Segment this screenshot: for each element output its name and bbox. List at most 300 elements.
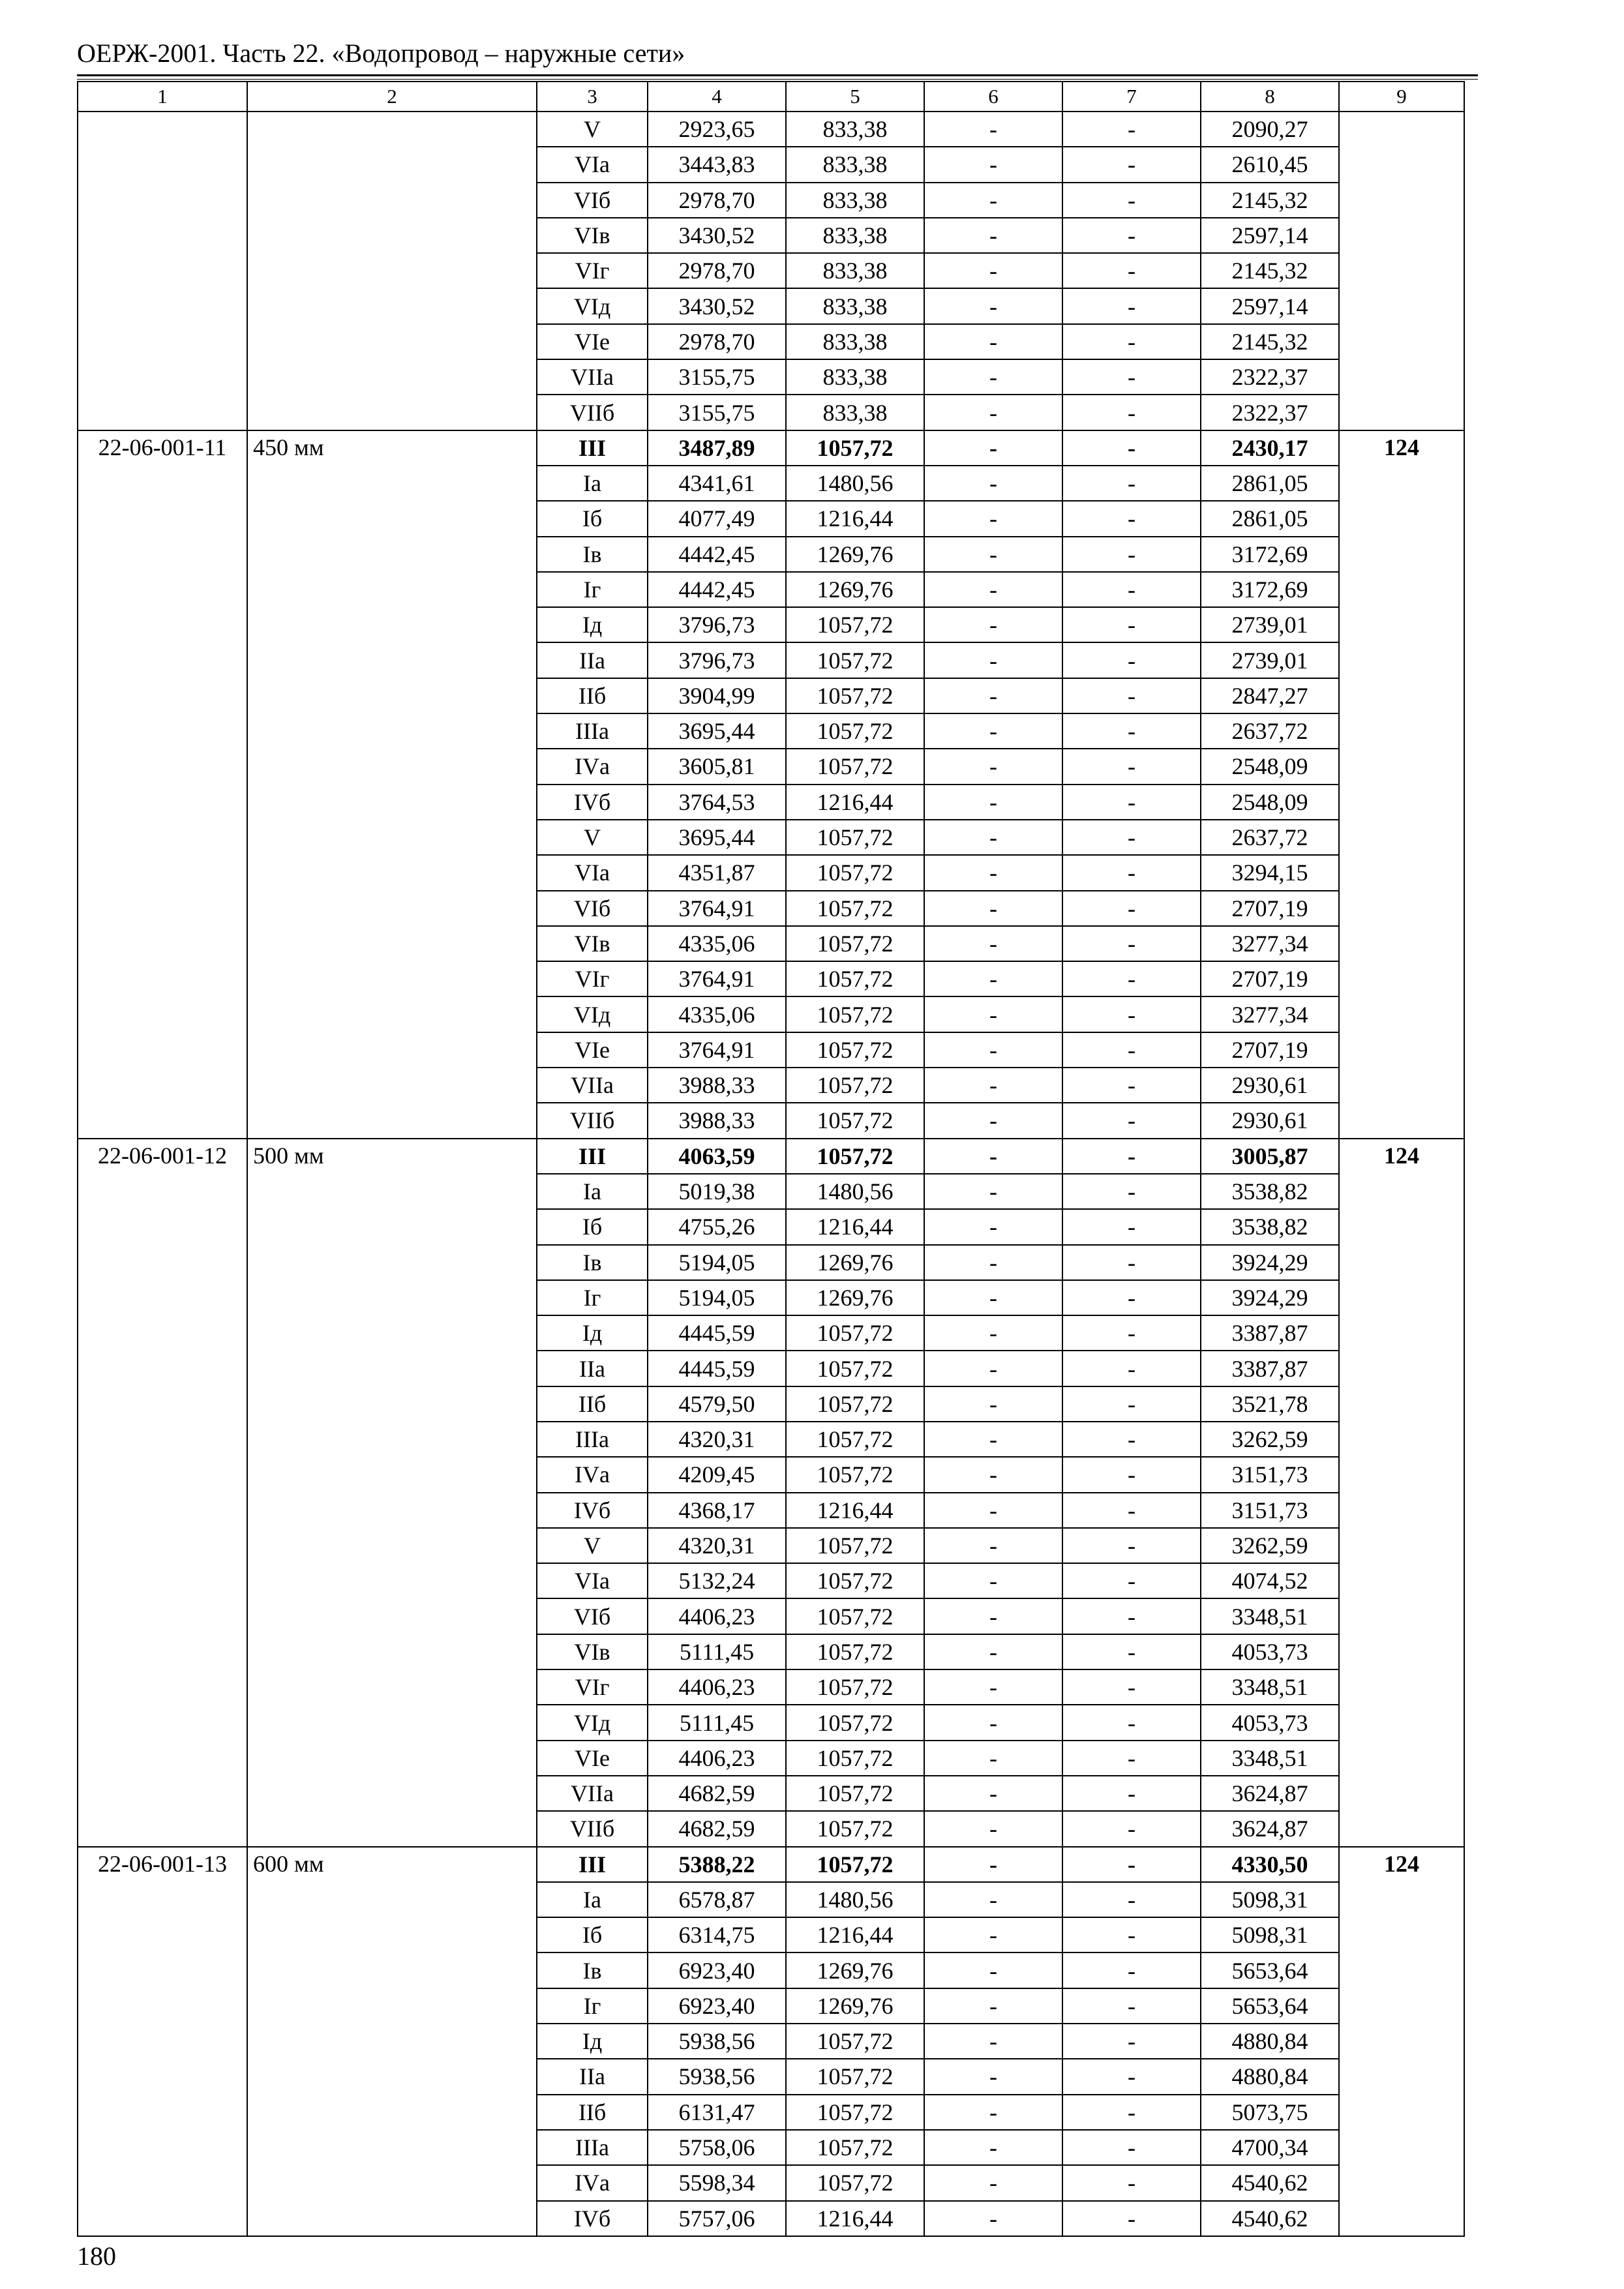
table-cell: - [924,2024,1062,2059]
table-cell: VIд [537,1705,648,1740]
table-cell: III [537,1139,648,1174]
table-cell: - [924,1068,1062,1103]
table-cell: - [924,1988,1062,2024]
table-cell: 5073,75 [1201,2095,1339,2130]
table-cell: 3624,87 [1201,1811,1339,1846]
price-table-body [78,82,1464,2236]
table-cell: IIа [537,1351,648,1386]
table-cell: 1057,72 [786,1139,924,1174]
table-cell: 3796,73 [648,607,786,642]
table-cell: 2637,72 [1201,820,1339,855]
table-cell: 2145,32 [1201,324,1339,359]
table-cell: - [1062,749,1201,784]
table-cell: - [1062,1457,1201,1492]
table-cell: 1057,72 [786,2024,924,2059]
table-cell: 5653,64 [1201,1952,1339,1988]
table-cell: IIб [537,2095,648,2130]
table-cell: 1057,72 [786,961,924,996]
table-cell: 3796,73 [648,642,786,678]
column-header: 1 [78,82,247,112]
table-cell: 4540,62 [1201,2201,1339,2236]
table-cell: 3262,59 [1201,1422,1339,1457]
table-cell: - [1062,1776,1201,1811]
table-cell: 5758,06 [648,2130,786,2165]
table-cell: 3277,34 [1201,996,1339,1032]
table-cell: - [1062,1669,1201,1705]
table-cell: 4320,31 [648,1422,786,1457]
table-cell: - [1062,1882,1201,1917]
table-cell: - [924,926,1062,961]
table-cell: VIе [537,324,648,359]
table-cell: V [537,820,648,855]
table-cell: 3005,87 [1201,1139,1339,1174]
table-cell: - [924,2165,1062,2200]
table-cell: 4209,45 [648,1457,786,1492]
table-cell: Iв [537,1952,648,1988]
table-cell: 5757,06 [648,2201,786,2236]
table-cell: - [924,1280,1062,1315]
rate-reference: 124 [1339,430,1464,1139]
table-cell: - [924,183,1062,218]
table-cell: 1057,72 [786,1315,924,1351]
table-cell: - [1062,395,1201,430]
table-cell: - [1062,1988,1201,2024]
table-cell: 5132,24 [648,1563,786,1598]
table-cell: - [924,996,1062,1032]
table-cell: - [924,749,1062,784]
table-cell: - [924,1634,1062,1669]
table-cell: VIа [537,1563,648,1598]
table-cell: - [1062,324,1201,359]
table-cell: III [537,1847,648,1882]
table-cell: 4442,45 [648,537,786,572]
rate-reference [1339,112,1464,430]
table-cell: 2430,17 [1201,430,1339,466]
table-cell: 3988,33 [648,1103,786,1138]
table-cell: 833,38 [786,288,924,323]
table-cell: 3521,78 [1201,1386,1339,1422]
table-cell: - [1062,855,1201,890]
table-cell: - [1062,112,1201,147]
table-cell: Iб [537,1917,648,1952]
table-cell: - [1062,1209,1201,1244]
table-cell: IVб [537,1493,648,1528]
table-cell: - [924,713,1062,749]
table-cell: - [924,2130,1062,2165]
table-cell: 3155,75 [648,395,786,430]
table-cell: - [1062,1032,1201,1068]
table-cell: 4335,06 [648,996,786,1032]
table-cell: 3262,59 [1201,1528,1339,1563]
table-cell: V [537,1528,648,1563]
table-cell: VIб [537,891,648,926]
table-cell: Iб [537,501,648,536]
table-cell: 4320,31 [648,1528,786,1563]
rate-name: 600 мм [247,1847,537,2236]
table-cell: 833,38 [786,253,924,288]
table-cell: - [924,324,1062,359]
table-cell: - [1062,1705,1201,1740]
column-header: 2 [247,82,537,112]
table-cell: 3624,87 [1201,1776,1339,1811]
table-cell: 2548,09 [1201,749,1339,784]
table-cell: - [1062,1351,1201,1386]
table-cell: - [1062,466,1201,501]
rate-code: 22-06-001-11 [78,430,247,1139]
table-row [78,430,1464,466]
table-cell: 3277,34 [1201,926,1339,961]
table-cell: 5598,34 [648,2165,786,2200]
table-cell: VIб [537,183,648,218]
table-cell: 1057,72 [786,1669,924,1705]
table-cell: 4445,59 [648,1351,786,1386]
table-cell: VIд [537,288,648,323]
table-cell: - [1062,183,1201,218]
table-cell: 1057,72 [786,820,924,855]
table-cell: 4442,45 [648,572,786,607]
table-cell: VIе [537,1032,648,1068]
table-cell: - [924,1245,1062,1280]
table-cell: - [924,1174,1062,1209]
table-cell: 833,38 [786,395,924,430]
table-cell: 3430,52 [648,218,786,253]
table-cell: - [1062,961,1201,996]
table-cell: 3151,73 [1201,1457,1339,1492]
table-cell: IVа [537,749,648,784]
table-cell: 1057,72 [786,1068,924,1103]
table-cell: - [1062,1139,1201,1174]
table-cell: - [924,501,1062,536]
table-cell: - [924,1705,1062,1740]
table-cell: 2847,27 [1201,678,1339,713]
rate-name: 500 мм [247,1139,537,1847]
table-cell: - [1062,2201,1201,2236]
table-cell: - [1062,996,1201,1032]
table-cell: 3764,91 [648,961,786,996]
table-cell: VIIа [537,1068,648,1103]
table-cell: Iа [537,466,648,501]
header-rule [77,74,1478,76]
table-cell: 3430,52 [648,288,786,323]
table-cell: Iд [537,2024,648,2059]
table-cell: 1057,72 [786,1457,924,1492]
table-cell: 6923,40 [648,1952,786,1988]
table-cell: Iг [537,1988,648,2024]
table-row [78,1847,1464,1882]
table-cell: - [924,1315,1062,1351]
header-rule-thin [77,79,1478,80]
table-cell: 1057,72 [786,1741,924,1776]
table-cell: 1269,76 [786,1988,924,2024]
table-cell: - [1062,501,1201,536]
table-cell: - [1062,288,1201,323]
table-cell: 2739,01 [1201,642,1339,678]
table-cell: - [924,1847,1062,1882]
table-cell: - [1062,2024,1201,2059]
table-cell: - [1062,147,1201,182]
table-cell: IIб [537,678,648,713]
table-row [78,112,1464,147]
table-cell: - [1062,2165,1201,2200]
table-cell: IIIа [537,2130,648,2165]
column-header: 5 [786,82,924,112]
table-cell: 1057,72 [786,749,924,784]
table-cell: - [924,253,1062,288]
table-cell: - [924,2059,1062,2094]
table-cell: - [1062,1422,1201,1457]
table-cell: 4700,34 [1201,2130,1339,2165]
table-cell: - [1062,572,1201,607]
column-header: 8 [1201,82,1339,112]
table-cell: 2978,70 [648,183,786,218]
table-cell: - [1062,1103,1201,1138]
table-cell: 2923,65 [648,112,786,147]
table-cell: 4682,59 [648,1811,786,1846]
table-cell: - [1062,430,1201,466]
table-cell: - [924,1528,1062,1563]
table-cell: 4406,23 [648,1741,786,1776]
table-cell: 5938,56 [648,2024,786,2059]
table-cell: - [924,1917,1062,1952]
table-cell: 5938,56 [648,2059,786,2094]
table-cell: 5653,64 [1201,1988,1339,2024]
table-cell: - [1062,1741,1201,1776]
rate-reference: 124 [1339,1139,1464,1847]
table-cell: 3988,33 [648,1068,786,1103]
table-cell: 2861,05 [1201,466,1339,501]
table-cell: 2861,05 [1201,501,1339,536]
table-cell: 3764,53 [648,785,786,820]
table-cell: 3294,15 [1201,855,1339,890]
table-cell: IVб [537,785,648,820]
table-cell: 3348,51 [1201,1598,1339,1634]
rate-code [78,112,247,430]
table-cell: 1057,72 [786,1705,924,1740]
table-cell: Iг [537,1280,648,1315]
table-cell: VIв [537,1634,648,1669]
column-header: 3 [537,82,648,112]
table-cell: 1057,72 [786,855,924,890]
table-cell: - [1062,1245,1201,1280]
table-cell: 6314,75 [648,1917,786,1952]
table-cell: 3151,73 [1201,1493,1339,1528]
table-cell: 1480,56 [786,1882,924,1917]
table-cell: - [924,678,1062,713]
table-cell: 1269,76 [786,1245,924,1280]
table-cell: 6131,47 [648,2095,786,2130]
page-number: 180 [77,2241,116,2271]
table-cell: 4406,23 [648,1669,786,1705]
table-cell: 833,38 [786,218,924,253]
table-cell: 2145,32 [1201,183,1339,218]
table-cell: 2322,37 [1201,359,1339,395]
table-cell: - [1062,713,1201,749]
table-cell: 1057,72 [786,678,924,713]
table-cell: 3172,69 [1201,572,1339,607]
table-cell: VIг [537,253,648,288]
column-header: 4 [648,82,786,112]
table-cell: VIа [537,147,648,182]
table-cell: 3695,44 [648,820,786,855]
table-cell: 3764,91 [648,891,786,926]
table-cell: VIIб [537,395,648,430]
table-cell: - [924,855,1062,890]
table-cell: - [924,1422,1062,1457]
table-cell: 4351,87 [648,855,786,890]
table-cell: 3387,87 [1201,1351,1339,1386]
rate-reference: 124 [1339,1847,1464,2236]
table-cell: - [924,1457,1062,1492]
table-cell: 4330,50 [1201,1847,1339,1882]
table-cell: 5194,05 [648,1245,786,1280]
table-cell: 1057,72 [786,607,924,642]
table-cell: 2090,27 [1201,112,1339,147]
table-cell: - [924,1032,1062,1068]
table-cell: - [1062,642,1201,678]
table-cell: 3605,81 [648,749,786,784]
table-cell: - [1062,891,1201,926]
table-cell: 1216,44 [786,2201,924,2236]
table-cell: - [1062,1174,1201,1209]
table-cell: VIг [537,1669,648,1705]
table-cell: - [924,1669,1062,1705]
table-cell: - [1062,218,1201,253]
table-cell: - [924,2095,1062,2130]
table-cell: - [924,1493,1062,1528]
table-cell: 1057,72 [786,1563,924,1598]
table-cell: - [1062,926,1201,961]
table-cell: 3904,99 [648,678,786,713]
table-cell: Iв [537,537,648,572]
table-cell: 1057,72 [786,1103,924,1138]
table-cell: 2322,37 [1201,395,1339,430]
table-cell: 3443,83 [648,147,786,182]
table-cell: - [924,1811,1062,1846]
table-cell: 1269,76 [786,1280,924,1315]
table-cell: VIв [537,926,648,961]
table-cell: - [924,572,1062,607]
table-cell: 4755,26 [648,1209,786,1244]
table-cell: 1057,72 [786,713,924,749]
table-cell: 5098,31 [1201,1882,1339,1917]
table-cell: 5194,05 [648,1280,786,1315]
table-cell: 1057,72 [786,1811,924,1846]
table-cell: 2145,32 [1201,253,1339,288]
rate-name: 450 мм [247,430,537,1139]
table-cell: 1057,72 [786,1422,924,1457]
table-cell: IIа [537,642,648,678]
rate-code: 22-06-001-13 [78,1847,247,2236]
table-cell: VIIа [537,1776,648,1811]
table-cell: 1057,72 [786,2165,924,2200]
rate-name [247,112,537,430]
table-cell: - [924,1139,1062,1174]
table-cell: 1057,72 [786,1032,924,1068]
table-cell: - [1062,607,1201,642]
table-cell: - [1062,2095,1201,2130]
table-cell: 4053,73 [1201,1705,1339,1740]
table-cell: 4053,73 [1201,1634,1339,1669]
table-cell: - [1062,1811,1201,1846]
table-cell: - [924,1209,1062,1244]
table-cell: - [924,1598,1062,1634]
rate-code: 22-06-001-12 [78,1139,247,1847]
table-cell: - [1062,253,1201,288]
table-cell: 6578,87 [648,1882,786,1917]
table-cell: - [1062,820,1201,855]
table-cell: 1480,56 [786,1174,924,1209]
table-cell: 1057,72 [786,2059,924,2094]
table-cell: 1057,72 [786,1598,924,1634]
table-cell: 4579,50 [648,1386,786,1422]
table-cell: 2597,14 [1201,218,1339,253]
table-cell: 4341,61 [648,466,786,501]
table-cell: - [924,891,1062,926]
table-cell: VIв [537,218,648,253]
table-cell: 2978,70 [648,324,786,359]
table-cell: VIб [537,1598,648,1634]
table-cell: IIIа [537,713,648,749]
table-cell: 1057,72 [786,996,924,1032]
table-cell: - [924,1952,1062,1988]
table-cell: VIд [537,996,648,1032]
table-cell: 1216,44 [786,1493,924,1528]
column-header: 7 [1062,82,1201,112]
table-cell: 2978,70 [648,253,786,288]
table-cell: 3764,91 [648,1032,786,1068]
table-cell: 1216,44 [786,501,924,536]
table-cell: 1216,44 [786,1917,924,1952]
table-cell: 1057,72 [786,1351,924,1386]
table-cell: 4077,49 [648,501,786,536]
table-cell: - [924,1776,1062,1811]
table-cell: 1057,72 [786,642,924,678]
table-cell: - [924,147,1062,182]
table-cell: 4335,06 [648,926,786,961]
table-cell: 2637,72 [1201,713,1339,749]
table-cell: - [924,1351,1062,1386]
table-cell: - [924,820,1062,855]
table-cell: 2610,45 [1201,147,1339,182]
table-cell: 2597,14 [1201,288,1339,323]
table-cell: - [1062,1386,1201,1422]
table-cell: 1057,72 [786,1776,924,1811]
table-cell: 2707,19 [1201,961,1339,996]
table-cell: Iд [537,1315,648,1351]
table-cell: Iд [537,607,648,642]
table-cell: IVб [537,2201,648,2236]
table-cell: - [1062,785,1201,820]
table-cell: 1057,72 [786,1847,924,1882]
table-cell: 1057,72 [786,1386,924,1422]
table-cell: IIIа [537,1422,648,1457]
table-cell: 4063,59 [648,1139,786,1174]
table-cell: 3155,75 [648,359,786,395]
table-cell: 2739,01 [1201,607,1339,642]
table-cell: 1057,72 [786,430,924,466]
table-cell: - [924,430,1062,466]
table-cell: - [924,466,1062,501]
table-cell: - [924,1741,1062,1776]
table-cell: 5098,31 [1201,1917,1339,1952]
table-cell: VIа [537,855,648,890]
table-cell: 3695,44 [648,713,786,749]
table-cell: 1269,76 [786,572,924,607]
table-cell: Iг [537,572,648,607]
table-cell: - [1062,2059,1201,2094]
table-cell: 833,38 [786,147,924,182]
table-cell: - [924,607,1062,642]
